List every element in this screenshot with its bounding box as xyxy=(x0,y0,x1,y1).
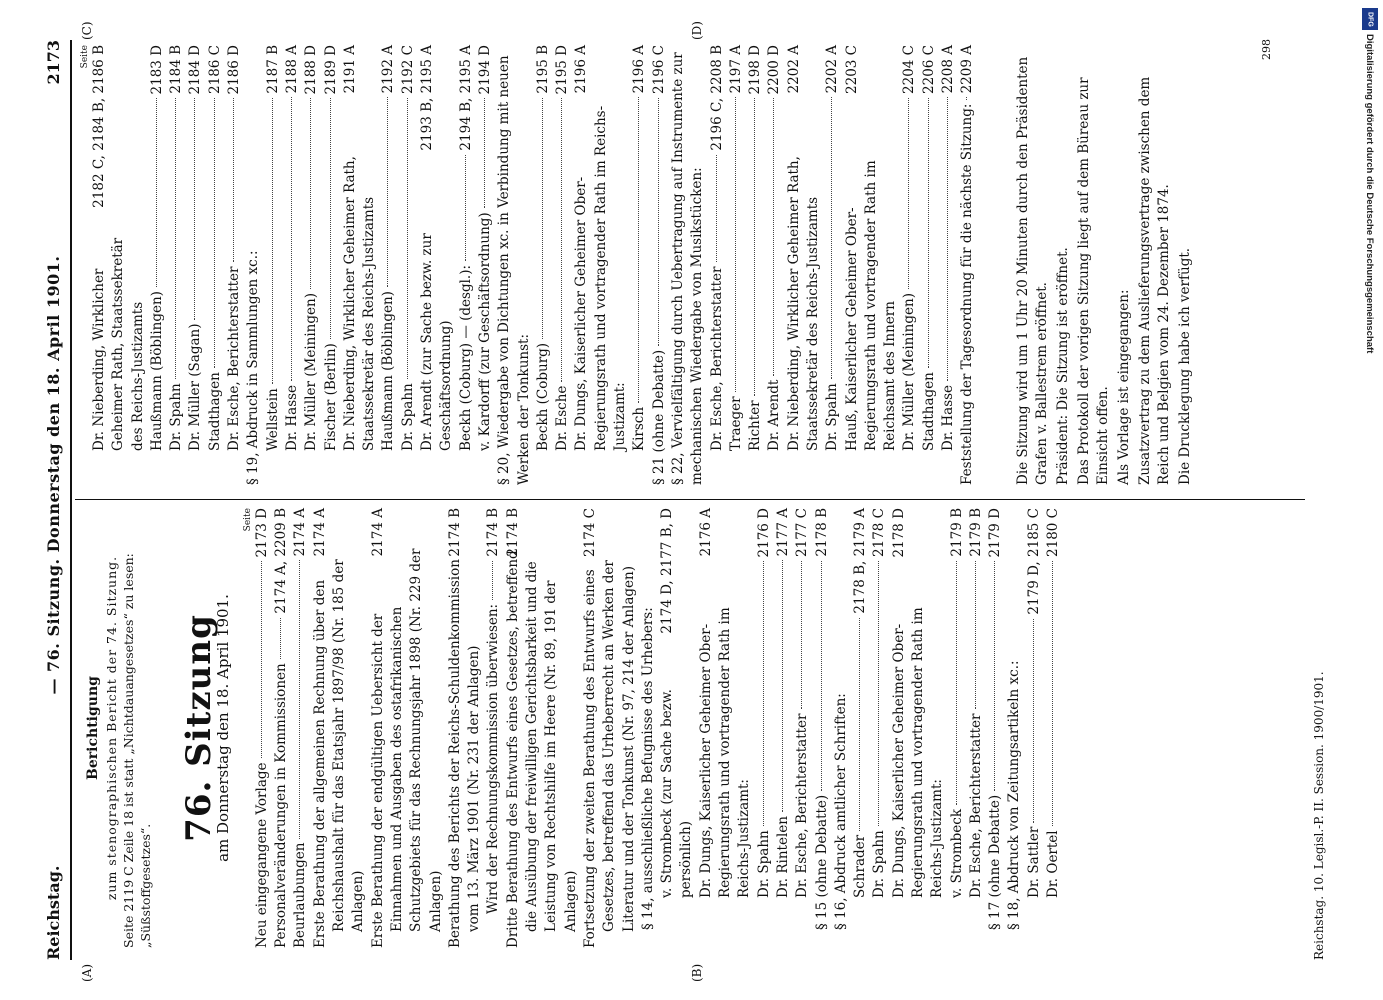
entry-text: Dr. Spahn xyxy=(168,383,185,451)
leader-dots xyxy=(975,561,976,710)
right-entry xyxy=(958,45,977,485)
footer-session: Reichstag. 10. Legisl.-P. II. Session. 1900/1901. xyxy=(1312,671,1326,960)
right-entry xyxy=(283,45,302,485)
leader-dots xyxy=(484,98,485,208)
entry-text: Dr. Arendt (zur Sache bezw. zur Geschäftsordnung) xyxy=(419,233,455,451)
left-entry xyxy=(504,508,581,948)
right-column xyxy=(80,45,1195,485)
leader-dots xyxy=(299,560,300,838)
right-entry xyxy=(630,45,649,485)
correction-title: Berichtigung xyxy=(85,676,101,780)
leader-dots xyxy=(214,98,215,368)
entry-text: v. Strombeck xyxy=(948,808,965,898)
entry-text: Wird der Rechnungskommission überwiesen: xyxy=(485,603,502,914)
entry-text: Dr. Rintelen xyxy=(774,816,791,898)
page-reference: 2174 A xyxy=(369,508,386,557)
page-reference: 2209 A xyxy=(959,45,976,94)
page-number: 2173 xyxy=(43,40,63,85)
page-reference: 2177 A xyxy=(774,508,791,557)
entry-text: Dritte Berathung des Entwurfs eines Gesetzes, betreffend die Ausübung der freiwilligen Gerichtsbarkeit und die Leistung von Rechtshilfe im Heere (Nr. 89, 191 der Anlagen) xyxy=(504,550,579,948)
page-reference: 2174 A, 2209 B xyxy=(273,508,290,614)
entry-text: Dr. Spahn xyxy=(755,830,772,898)
page-reference: 2191 A xyxy=(341,45,358,94)
leader-dots xyxy=(156,98,157,287)
right-entry xyxy=(669,45,708,485)
right-entry xyxy=(90,45,148,485)
closing-paragraph: Die Sitzung wird um 1 Uhr 20 Minuten durch den Präsidenten Grafen v. Ballestrem eröffnet. xyxy=(1014,56,1050,485)
leader-dots xyxy=(1052,561,1053,826)
seite-label-right: Seite xyxy=(80,45,90,69)
page-reference: 2194 D xyxy=(476,45,493,95)
column-divider xyxy=(75,499,1305,500)
closing-paragraph: Das Protokoll der vorigen Sitzung liegt auf dem Büreau zur Einsicht offen. xyxy=(1075,77,1111,485)
page-reference: 2177 C xyxy=(794,508,811,557)
right-contents-list xyxy=(90,45,978,485)
left-entry xyxy=(581,508,639,948)
right-entry xyxy=(206,45,225,485)
page-reference: 2173 D xyxy=(253,508,270,558)
page-reference: 2203 C xyxy=(843,45,860,94)
leader-dots xyxy=(233,98,234,262)
page-reference: 2206 C xyxy=(920,45,937,94)
left-entry xyxy=(813,508,832,948)
page-reference: 2202 A xyxy=(785,45,802,94)
leader-dots xyxy=(956,561,957,805)
correction-line-1: zum stenographischen Bericht der 74. Sitzung. xyxy=(104,555,120,901)
leader-dots xyxy=(638,97,639,403)
leader-dots xyxy=(773,98,774,375)
left-entry xyxy=(291,508,310,948)
closing-paragraph: Als Vorlage ist eingegangen: xyxy=(1115,289,1132,485)
header-rule xyxy=(70,40,72,960)
entry-text: Fortsetzung der zweiten Berathung des Entwurfs eines Gesetzes, betreffend das Urheberrecht an Werken der Literatur und der Tonkunst (Nr. 97, 214 der Anlagen) xyxy=(581,560,637,948)
entry-text: Richter xyxy=(747,400,764,451)
leader-dots xyxy=(801,561,802,710)
entry-text: Beckh (Coburg) xyxy=(534,342,551,451)
right-entry xyxy=(823,45,842,485)
page-reference: 2187 B xyxy=(264,45,281,94)
left-entry xyxy=(272,508,291,948)
left-contents-list xyxy=(253,508,1063,948)
entry-text: Traeger xyxy=(727,396,744,451)
page-reference: 2184 D xyxy=(187,45,204,95)
page-reference: 2174 A xyxy=(311,508,328,557)
right-entry xyxy=(167,45,186,485)
page-reference: 2192 C xyxy=(399,45,416,94)
right-entry xyxy=(264,45,283,485)
margin-letter-a: (A) xyxy=(80,963,94,982)
entry-text: § 15 (ohne Debatte) xyxy=(813,794,830,930)
running-header xyxy=(40,40,66,960)
page-reference: 2184 B xyxy=(168,45,185,94)
left-entry xyxy=(484,508,503,948)
seite-label: Seite xyxy=(242,508,253,532)
left-column xyxy=(80,508,1063,948)
page-reference: 2174 B xyxy=(485,508,502,557)
page-reference: 2200 D xyxy=(766,45,783,95)
right-entry xyxy=(843,45,901,485)
leader-dots xyxy=(928,98,929,368)
entry-text: Kirsch xyxy=(631,406,648,451)
entry-text: Wellstein xyxy=(264,388,281,451)
page-reference: 2178 B xyxy=(813,508,830,557)
correction-line-3: „Süßstoffgesetzes“. xyxy=(138,823,154,948)
signature-mark: 298 xyxy=(1260,39,1273,60)
page-reference: 2189 D xyxy=(322,45,339,95)
page-reference: 2196 C, 2208 B xyxy=(708,45,725,151)
page-reference: 2186 D xyxy=(226,45,243,95)
left-entry xyxy=(639,508,658,948)
page-footer xyxy=(1312,520,1326,960)
leader-dots xyxy=(831,97,832,379)
left-entry xyxy=(658,508,697,948)
left-entry xyxy=(446,508,485,948)
entry-text: Dr. Spahn xyxy=(824,383,841,451)
entry-text: Dr. Esche, Berichterstatter xyxy=(967,713,984,898)
leader-dots xyxy=(763,561,764,826)
right-entry xyxy=(457,45,476,485)
page-reference: 2196 A xyxy=(573,45,590,94)
left-entry xyxy=(1044,508,1063,948)
closing-text xyxy=(1014,45,1195,485)
entry-text: Beckh (Coburg) — (desgl.): xyxy=(457,264,474,451)
entry-text: Personalveränderungen in Kommissionen xyxy=(273,663,290,948)
page-reference: 2192 A xyxy=(380,45,397,94)
closing-paragraph: Präsident: Die Sitzung ist eröffnet. xyxy=(1054,247,1071,485)
leader-dots xyxy=(1033,619,1034,823)
entry-text: Schrader xyxy=(852,834,869,898)
entry-text: § 20, Wiedergabe von Dichtungen xc. in Verbindung mit neuen Werken der Tonkunst: xyxy=(496,55,532,485)
leader-dots xyxy=(542,98,543,339)
right-entry xyxy=(650,45,669,485)
leader-dots xyxy=(908,98,909,289)
leader-dots xyxy=(280,618,281,660)
left-entry xyxy=(253,508,272,948)
right-entry xyxy=(302,45,321,485)
page-reference: 2183 D xyxy=(148,45,165,95)
leader-dots xyxy=(387,97,388,287)
page-reference: 2204 C xyxy=(901,45,918,94)
leader-dots xyxy=(272,98,273,385)
left-entry xyxy=(890,508,948,948)
leader-dots xyxy=(966,97,967,99)
left-entry xyxy=(967,508,986,948)
page-reference: 2198 D xyxy=(747,45,764,95)
page-reference: 2180 C xyxy=(1045,508,1062,557)
right-entry xyxy=(572,45,630,485)
leader-dots xyxy=(175,98,176,380)
page-reference: 2188 A xyxy=(283,45,300,94)
leader-dots xyxy=(658,98,659,346)
page-reference: 2179 D, 2185 C xyxy=(1025,508,1042,615)
entry-text: Dr. Nieberding, Wirklicher Geheimer Rath, Staatssekretär des Reichs-Justizamts xyxy=(91,237,146,451)
page-reference: 2179 B xyxy=(967,508,984,557)
page-reference: 2195 B xyxy=(534,45,551,94)
page-reference: 2176 A xyxy=(697,508,714,557)
right-entry xyxy=(900,45,919,485)
right-entry xyxy=(939,45,958,485)
leader-dots xyxy=(859,618,860,831)
leader-dots xyxy=(561,98,562,381)
dfg-logo: DFG xyxy=(1362,8,1378,30)
page-reference: 2174 B xyxy=(446,508,463,557)
left-entry xyxy=(1005,508,1024,948)
entry-text: Dr. Esche, Berichterstatter xyxy=(226,266,243,451)
entry-text: Erste Berathung der endgültigen Uebersicht der Einnahmen und Ausgaben des ostafrikanischen Schutzgebiets für das Rechnungsjahr 1898 (Nr. 229 der Anlagen) xyxy=(369,548,444,948)
entry-text: § 19, Abdruck in Sammlungen xc.: xyxy=(245,250,262,485)
entry-text: Dr. Spahn xyxy=(871,830,888,898)
margin-letter-b: (B) xyxy=(690,963,704,982)
page-reference: 2178 C xyxy=(871,508,888,557)
left-entry xyxy=(832,508,851,948)
entry-text: Dr. Dungs, Kaiserlicher Geheimer Ober-Regierungsrath und vortragender Rath im Reichs-Justizamt: xyxy=(890,607,946,898)
entry-text: § 18, Abdruck von Zeitungsartikeln xc.: xyxy=(1006,660,1023,930)
leader-dots xyxy=(994,561,995,790)
entry-text: Dr. Müller (Sagan) xyxy=(187,323,204,451)
page-reference: 2193 B, 2195 A xyxy=(419,45,436,151)
entry-text: § 21 (ohne Debatte) xyxy=(650,349,667,485)
left-entry xyxy=(311,508,369,948)
page-reference: 2186 C xyxy=(206,45,223,94)
right-entry xyxy=(553,45,572,485)
page-reference: 2174 A xyxy=(292,508,309,557)
left-entry xyxy=(369,508,446,948)
leader-dots xyxy=(492,561,493,600)
entry-text: Dr. Hasse xyxy=(283,384,300,451)
entry-text: Haußmann (Böblingen) xyxy=(148,291,165,451)
left-entry xyxy=(851,508,870,948)
left-entry xyxy=(870,508,889,948)
page-reference: 2196 A xyxy=(631,45,648,94)
entry-text: Dr. Hasse xyxy=(940,384,957,451)
right-entry xyxy=(322,45,341,485)
entry-text: Dr. Arendt xyxy=(766,379,783,451)
page-reference: 2195 D xyxy=(554,45,571,95)
page-reference: 2179 B xyxy=(948,508,965,557)
right-entry xyxy=(148,45,167,485)
page-reference: 2188 D xyxy=(303,45,320,95)
entry-text: Dr. Nieberding, Wirklicher Geheimer Rath, Staatssekretär des Reichs-Justizamts xyxy=(341,156,378,451)
entry-text: § 14, ausschließliche Befugnisse des Urhebers: xyxy=(639,607,656,930)
page-reference: 2179 D xyxy=(987,508,1004,558)
right-entry xyxy=(476,45,495,485)
entry-text: Dr. Dungs, Kaiserlicher Geheimer Ober-Regierungsrath und vortragender Rath im Reichs-Justizamt: xyxy=(573,105,629,451)
entry-text: Dr. Esche, Berichterstatter xyxy=(708,266,725,451)
digitization-stamp xyxy=(1360,8,1380,998)
right-entry xyxy=(186,45,205,485)
page-reference: 2197 A xyxy=(727,45,744,94)
right-entry xyxy=(244,45,263,485)
closing-paragraph: Zusatzvertrag zu dem Auslieferungsvertrage zwischen dem Reich und Belgien vom 24. Dezember 1874. xyxy=(1136,76,1172,485)
left-entry xyxy=(1025,508,1044,948)
leader-dots xyxy=(716,155,717,263)
left-entry xyxy=(986,508,1005,948)
page-reference: 2178 D xyxy=(890,508,907,558)
page-reference: 2174 C xyxy=(581,508,598,557)
right-entry xyxy=(399,45,418,485)
page-reference: 2178 B, 2179 A xyxy=(852,508,869,614)
entry-text: Hauß, Kaiserlicher Geheimer Ober-Regierungsrath und vortragender Rath im Reichsamt des Innern xyxy=(843,160,899,451)
right-entry xyxy=(341,45,380,485)
margin-letter-c: (C) xyxy=(80,21,94,40)
entry-text: Dr. Müller (Meiningen) xyxy=(303,293,320,451)
entry-text: Stadthagen xyxy=(206,372,223,451)
entry-text: § 16, Abdruck amtlicher Schriften: xyxy=(832,693,849,930)
leader-dots xyxy=(194,98,195,319)
session-title: 76. Sitzung xyxy=(179,614,220,842)
entry-text: Dr. Oertel xyxy=(1045,830,1062,898)
entry-text: v. Kardorff (zur Geschäftsordnung) xyxy=(476,212,493,451)
left-entry xyxy=(948,508,967,948)
entry-text: Neu eingegangene Vorlage xyxy=(253,762,270,948)
right-entry xyxy=(708,45,727,485)
entry-text: Dr. Spahn xyxy=(399,383,416,451)
entry-text: Dr. Nieberding, Wirklicher Geheimer Rath, Staatssekretär des Reichs-Justizamts xyxy=(785,156,821,451)
entry-text: § 22, Vervielfältigung durch Uebertragung auf Instrumente zur mechanischen Wiedergabe von Musikstücken: xyxy=(669,52,706,485)
right-entry xyxy=(379,45,398,485)
left-entry xyxy=(793,508,812,948)
leader-dots xyxy=(465,155,466,261)
entry-text: Berathung des Berichts der Reichs-Schuldenkommission vom 13. März 1901 (Nr. 231 der Anlagen) xyxy=(446,559,483,948)
right-entry xyxy=(785,45,824,485)
leader-dots xyxy=(291,97,292,381)
page-reference: 2194 B, 2195 A xyxy=(457,45,474,151)
right-entry xyxy=(920,45,939,485)
leader-dots xyxy=(310,98,311,289)
session-date: am Donnerstag den 18. April 1901. xyxy=(213,594,232,862)
left-entry xyxy=(697,508,755,948)
leader-dots xyxy=(878,561,879,826)
entry-text: Haußmann (Böblingen) xyxy=(380,291,397,451)
margin-letter-d: (D) xyxy=(690,21,704,40)
correction-line-2: Seite 2119 C Zeile 18 ist statt „Nichtdauangesetzes“ zu lesen: xyxy=(121,553,137,948)
entry-text: v. Strombeck (zur Sache bezw. persönlich) xyxy=(659,689,695,898)
right-entry xyxy=(727,45,746,485)
leader-dots xyxy=(735,97,736,392)
page-reference: 2174 D, 2177 B, D xyxy=(659,508,676,634)
page-reference: 2176 D xyxy=(755,508,772,558)
page-reference: 2202 A xyxy=(824,45,841,94)
entry-text: Fischer (Berlin) xyxy=(322,343,339,451)
leader-dots xyxy=(947,97,948,381)
right-entry xyxy=(495,45,534,485)
right-entry xyxy=(225,45,244,485)
left-entry xyxy=(755,508,774,948)
leader-dots xyxy=(261,561,262,758)
closing-paragraph: Die Drucklegung habe ich verfügt. xyxy=(1176,247,1193,485)
entry-text: Dr. Dungs, Kaiserlicher Geheimer Ober-Regierungsrath und vortragender Rath im Reichs-Justizamt: xyxy=(697,607,753,898)
dfg-funding-text: Digitalisierung gefördert durch die Deutsche Forschungsgemeinschaft xyxy=(1364,34,1375,354)
right-entry xyxy=(765,45,784,485)
leader-dots xyxy=(782,560,783,812)
page-reference: 2174 B xyxy=(504,508,521,557)
entry-text: Feststellung der Tagesordnung für die nächste Sitzung: xyxy=(959,103,976,485)
entry-text: Dr. Müller (Meiningen) xyxy=(901,293,918,451)
header-middle: — 76. Sitzung. Donnerstag den 18. April 1901. xyxy=(43,255,63,695)
leader-dots xyxy=(330,98,331,339)
leader-dots xyxy=(407,98,408,379)
entry-text: Dr. Esche, Berichterstatter xyxy=(794,713,811,898)
entry-text: Dr. Esche xyxy=(554,385,571,451)
page-reference: 2182 C, 2184 B, 2186 B xyxy=(91,45,107,208)
page-reference: 2196 C xyxy=(650,45,667,94)
entry-text: Beurlaubungen xyxy=(292,842,309,948)
left-entry xyxy=(774,508,793,948)
leader-dots xyxy=(754,98,755,396)
entry-text: Erste Berathung der allgemeinen Rechnung über den Reichshaushalt für das Etatsjahr 1897/98 (Nr. 185 der Anlagen) xyxy=(311,559,367,948)
right-entry xyxy=(418,45,457,485)
right-entry xyxy=(534,45,553,485)
entry-text: Dr. Sattler xyxy=(1025,826,1042,898)
header-left: Reichstag. xyxy=(43,865,63,960)
entry-text: Stadthagen xyxy=(920,372,937,451)
page-reference: 2208 A xyxy=(940,45,957,94)
right-entry xyxy=(746,45,765,485)
leader-dots xyxy=(821,561,822,791)
entry-text: § 17 (ohne Debatte) xyxy=(987,794,1004,930)
